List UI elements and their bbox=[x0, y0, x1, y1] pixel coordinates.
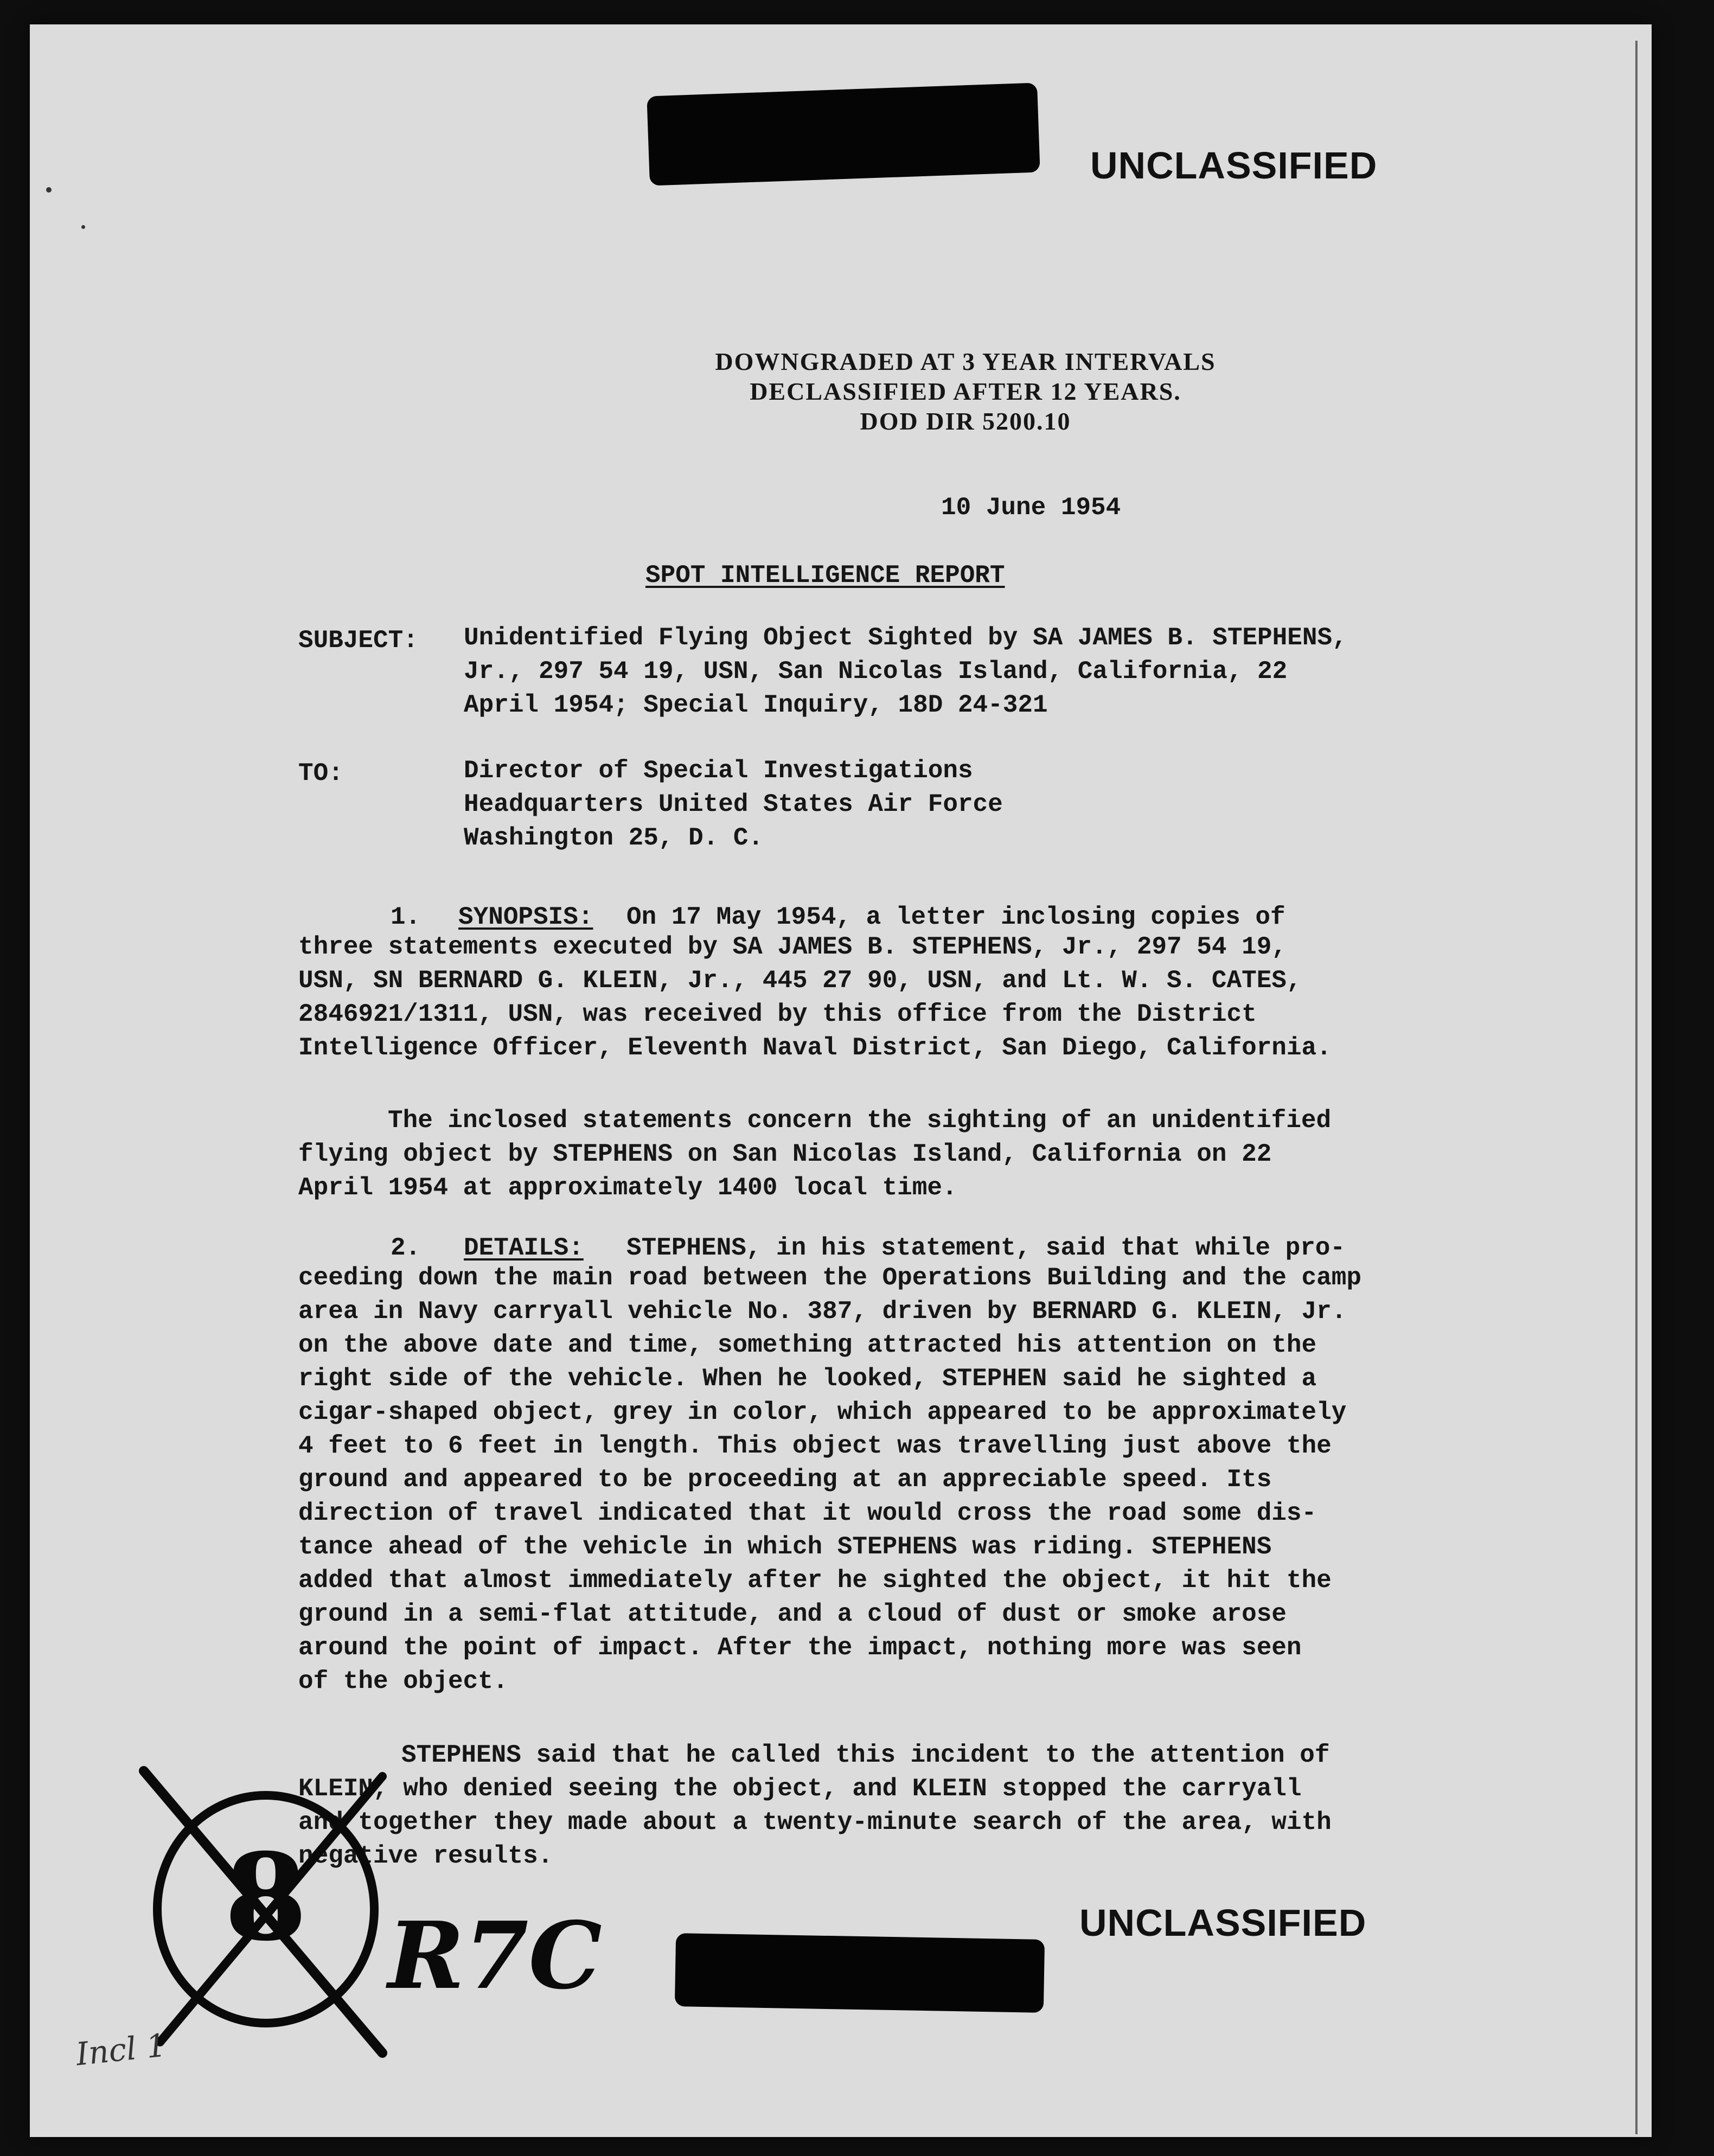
body-line: direction of travel indicated that it would cross the road some dis- bbox=[298, 1499, 1317, 1527]
handwritten-stamp bbox=[127, 1760, 616, 2064]
body-line: April 1954 at approximately 1400 local time. bbox=[298, 1174, 957, 1202]
subject-text bbox=[464, 621, 1347, 722]
body-line: 2846921/1311, USN, was received by this office from the District bbox=[298, 1000, 1257, 1028]
handwritten-note: Incl 1 bbox=[74, 2026, 168, 2073]
body-line: area in Navy carryall vehicle No. 387, driven by BERNARD G. KLEIN, Jr. bbox=[298, 1297, 1347, 1326]
para1-body bbox=[298, 930, 1332, 1065]
classification-mark-bottom: UNCLASSIFIED bbox=[1079, 1902, 1367, 1944]
body-line: KLEIN, who denied seeing the object, and KLEIN stopped the carryall bbox=[298, 1775, 1302, 1803]
subject-line: Jr., 297 54 19, USN, San Nicolas Island, California, 22 bbox=[464, 657, 1288, 686]
body-line: ground in a semi-flat attitude, and a cloud of dust or smoke arose bbox=[298, 1600, 1287, 1628]
address-line: Headquarters United States Air Force bbox=[464, 790, 1003, 818]
body-line: cigar-shaped object, grey in color, which appeared to be approximately bbox=[298, 1398, 1347, 1426]
para1-first-line: On 17 May 1954, a letter inclosing copies of bbox=[626, 903, 1286, 931]
classification-mark-top: UNCLASSIFIED bbox=[1090, 144, 1378, 187]
to-address bbox=[464, 754, 1003, 855]
redaction-bar bbox=[675, 1933, 1045, 2013]
address-line: Washington 25, D. C. bbox=[464, 824, 764, 852]
para1-number: 1. bbox=[391, 903, 421, 931]
body-line: and together they made about a twenty-minute search of the area, with bbox=[298, 1808, 1332, 1837]
body-line: ground and appeared to be proceeding at an appreciable speed. Its bbox=[298, 1466, 1272, 1494]
scan-speck bbox=[81, 225, 85, 229]
body-line: flying object by STEPHENS on San Nicolas Island, California on 22 bbox=[298, 1140, 1272, 1168]
para2-number: 2. bbox=[391, 1234, 421, 1262]
to-label: TO: bbox=[298, 759, 343, 788]
body-line: three statements executed by SA JAMES B. STEPHENS, Jr., 297 54 19, bbox=[298, 933, 1287, 961]
address-line: Director of Special Investigations bbox=[464, 757, 973, 785]
body-line: The inclosed statements concern the sighting of an unidentified bbox=[388, 1106, 1332, 1135]
body-line: 4 feet to 6 feet in length. This object was travelling just above the bbox=[298, 1432, 1332, 1460]
stamp-number: 8 bbox=[224, 1827, 308, 1967]
body-line: tance ahead of the vehicle in which STEPHENS was riding. STEPHENS bbox=[298, 1533, 1272, 1561]
downgrade-line-3: DOD DIR 5200.10 bbox=[860, 407, 1071, 435]
para1-heading: SYNOPSIS: bbox=[458, 903, 593, 931]
para2-body bbox=[298, 1261, 1361, 1698]
downgrade-line-2: DECLASSIFIED AFTER 12 YEARS. bbox=[750, 378, 1181, 405]
body-line: on the above date and time, something attracted his attention on the bbox=[298, 1331, 1317, 1359]
subject-label: SUBJECT: bbox=[298, 626, 418, 655]
body-line: right side of the vehicle. When he looked, STEPHEN said he sighted a bbox=[298, 1365, 1317, 1393]
body-line: of the object. bbox=[298, 1667, 508, 1696]
redaction-bar bbox=[647, 82, 1040, 185]
body-line: ceeding down the main road between the Operations Building and the camp bbox=[298, 1264, 1361, 1292]
body-line: STEPHENS said that he called this incident to the attention of bbox=[401, 1741, 1330, 1769]
stamp-initials: R7C bbox=[388, 1902, 602, 2010]
body-line: Intelligence Officer, Eleventh Naval District, San Diego, California. bbox=[298, 1034, 1332, 1062]
para1b-body bbox=[298, 1104, 1331, 1205]
body-line: negative results. bbox=[298, 1842, 553, 1870]
body-line: around the point of impact. After the impact, nothing more was seen bbox=[298, 1634, 1302, 1662]
para2-first-line: STEPHENS, in his statement, said that while pro- bbox=[626, 1234, 1346, 1262]
scan-speck bbox=[46, 187, 52, 193]
body-line: added that almost immediately after he sighted the object, it hit the bbox=[298, 1566, 1332, 1595]
report-date: 10 June 1954 bbox=[941, 494, 1121, 522]
para2-heading: DETAILS: bbox=[464, 1234, 584, 1262]
report-title: SPOT INTELLIGENCE REPORT bbox=[645, 561, 1005, 590]
subject-line: Unidentified Flying Object Sighted by SA JAMES B. STEPHENS, bbox=[464, 624, 1347, 652]
subject-line: April 1954; Special Inquiry, 18D 24-321 bbox=[464, 691, 1048, 719]
document-page bbox=[30, 24, 1652, 2137]
body-line: USN, SN BERNARD G. KLEIN, Jr., 445 27 90, USN, and Lt. W. S. CATES, bbox=[298, 967, 1302, 995]
downgrade-line-1: DOWNGRADED AT 3 YEAR INTERVALS bbox=[715, 348, 1216, 375]
